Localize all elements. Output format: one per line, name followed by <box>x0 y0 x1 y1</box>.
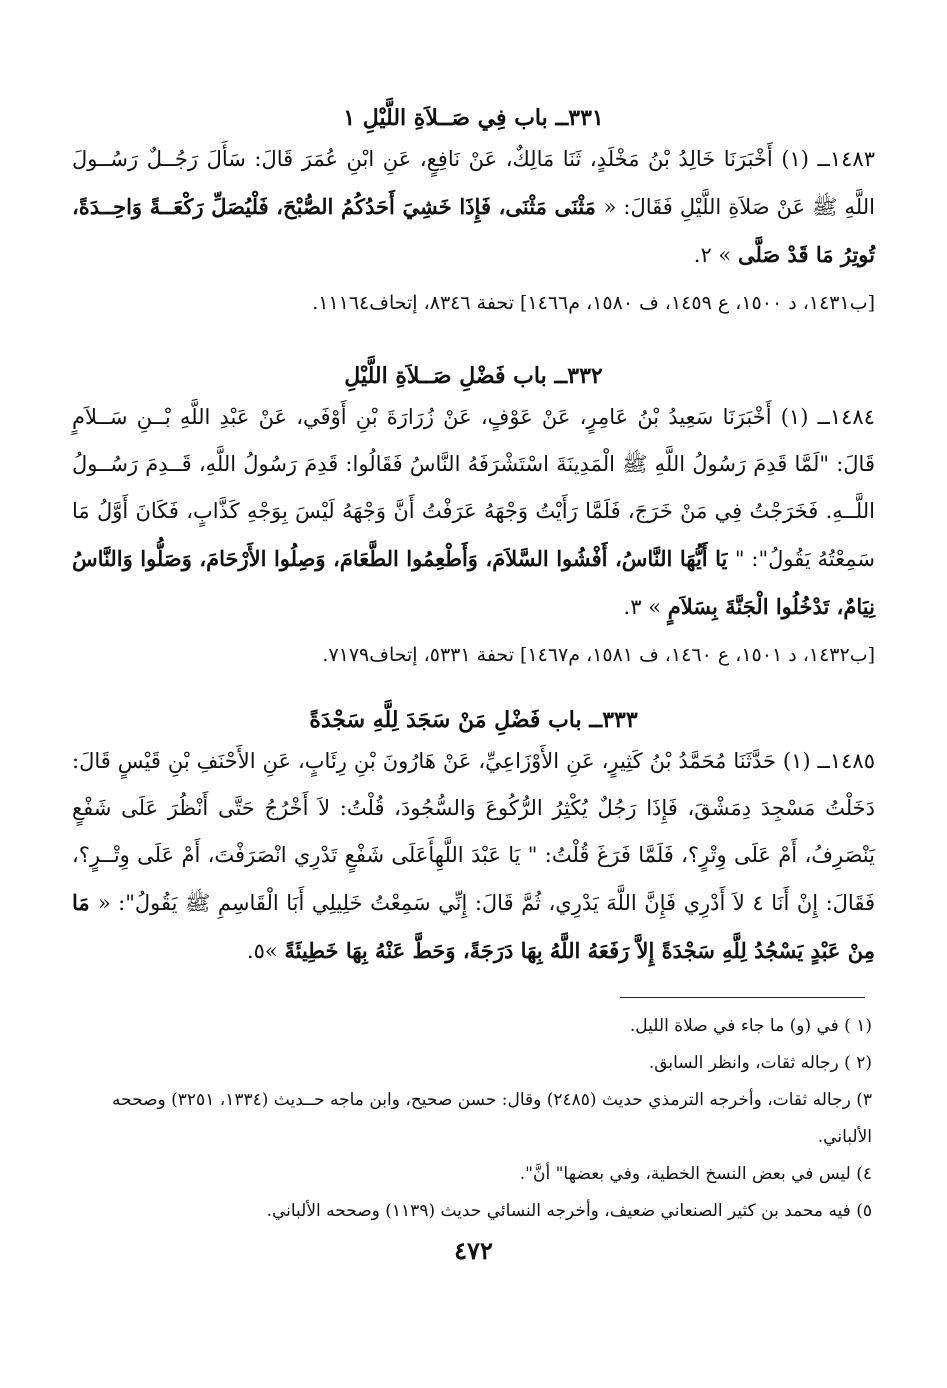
hadith-text: ١٤٨٤ــ (١) أَخْبَرَنَا سَعِيدُ بْنُ عَامِرٍ، عَنْ عَوْفٍ، عَنْ زُرَارَةَ بْنِ أَوْفَي، عَنْ عَبْدِ اللَّهِ بْــنِ سَــلاَمٍ قَالَ: "لَمَّا قَدِمَ رَسُولُ اللَّهِ ﷺ الْمَدِينَةَ اسْتَشْرَفَهُ النَّاسُ فَقَالُوا: قَدِمَ رَسُولُ اللَّهِ، قَــدِمَ رَسُــولُ اللَّــهِ. فَخَرَجْتُ فِي مَنْ خَرَجَ، فَلَمَّا رَأَيْتُ وَجْهَهُ عَرَفْتُ أَنَّ وَجْهَهُ لَيْسَ بِوَجْهِ كَذَّابٍ، فَكَانَ أَوَّلُ مَا سَمِعْتُهُ يَقُولُ": " <box>72 405 876 571</box>
footnote-1: (١ ) في (و) ما جاء في صلاة الليل. <box>629 1016 872 1036</box>
hadith-1483 <box>72 136 875 279</box>
hadith-1485 <box>72 738 875 975</box>
hadith-references: [ب١٤٣٢، د ١٥٠١، ع ١٤٦٠، ف ١٥٨١، م١٤٦٧] تحفة ٥٣٣١، إتحاف٧١٧٩. <box>322 644 875 666</box>
chapter-title: ٣٣٢ــ باب فَضْلِ صَــلاَةِ اللَّيْلِ <box>344 363 603 389</box>
footnotes <box>72 1008 872 1230</box>
hadith-prophetic-saying: يَا أَيُّهَا النَّاسُ، أَفْشُوا السَّلاَمَ، وَأَطْعِمُوا الطَّعَامَ، وَصِلُوا الأَرْحَامَ، وَصَلُّوا وَالنَّاسُ نِيَامٌ، تَدْخُلُوا الْجَنَّةَ بِسَلاَمٍ <box>72 546 875 619</box>
chapter-333 <box>72 702 875 975</box>
chapter-title: ٣٣١ــ باب فِي صَــلاَةِ اللَّيْلِ ١ <box>343 105 604 131</box>
footnote-2: (٢ ) رجاله ثقات، وانظر السابق. <box>648 1053 872 1073</box>
footnote-3: ٣) رجاله ثقات، وأخرجه الترمذي حديث (٢٤٨٥) وقال: حسن صحيح، وابن ماجه حــديث (١٣٣٤، ٣٢٥١) وصححه الألباني. <box>112 1090 872 1147</box>
hadith-1484 <box>72 394 875 631</box>
footnote-4: ٤) ليس في بعض النسخ الخطية، وفي بعضها" أنَّ". <box>519 1164 872 1184</box>
hadith-text: ١٤٨٥ــ (١) حَدَّثَنَا مُحَمَّدُ بْنُ كَثِيرٍ، عَنِ الأَوْزَاعِيِّ، عَنْ هَارُونَ بْنِ رِئَابٍ، عَنِ الأَحْنَفِ بْنِ قَيْسٍ قَالَ: دَخَلْتُ مَسْجِدَ دِمَشْقَ، فَإِذَا رَجُلٌ يُكْثِرُ الرُّكُوعَ وَالسُّجُودَ، قُلْتُ: لاَ أَخْرُجُ حَتَّى أَنْظُرَ عَلَى شَفْعٍ يَنْصَرِفُ، أَمْ عَلَى وِتْرٍ؟، فَلَمَّا فَرَغَ قُلْتُ: " يَا عَبْدَ اللَّهِأَعَلَى شَفْعٍ تَدْرِي انْصَرَفْتَ، أَمْ عَلَى وِتْــرٍ؟، فَقَالَ: إِنْ أَنَا ٤ لاَ أَدْرِي فَإِنَّ اللَّهَ يَدْرِي، ثُمَّ قَالَ: إِنِّي سَمِعْتُ خَلِيلِي أَبَا الْقَاسِمِ ﷺ يَقُولُ": « <box>72 749 875 915</box>
hadith-footnote-ref: »٥. <box>246 939 285 963</box>
hadith-references: [ب١٤٣١، د ١٥٠٠، ع ١٤٥٩، ف ١٥٨٠، م١٤٦٦] تحفة ٨٣٤٦، إتحاف١١١٦٤. <box>312 292 875 314</box>
page-number: ٤٧٢ <box>454 1236 493 1265</box>
footnote-separator <box>620 997 865 998</box>
footnote-5: ٥) فيه محمد بن كثير الصنعاني ضعيف، وأخرجه النسائي حديث (١١٣٩) وصححه الألباني. <box>266 1201 872 1221</box>
hadith-footnote-ref: » ٢. <box>693 243 738 267</box>
chapter-331 <box>72 100 875 323</box>
chapter-332 <box>72 358 875 675</box>
chapter-title: ٣٣٣ــ باب فَضْلِ مَنْ سَجَدَ لِلَّهِ سَجْدَةً <box>309 707 638 733</box>
hadith-footnote-ref: » ٣. <box>623 595 668 619</box>
hadith-prophetic-saying: مَا مِنْ عَبْدٍ يَسْجُدُ لِلَّهِ سَجْدَةً إِلاَّ رَفَعَهُ اللَّهُ بِهَا دَرَجَةً، وَحَطَّ عَنْهُ بِهَا خَطِيئَةً <box>72 890 875 963</box>
hadith-text: ١٤٨٣ــ (١) أَخْبَرَنَا خَالِدُ بْنُ مَخْلَدٍ، ثَنَا مَالِكٌ، عَنْ نَافِعٍ، عَنِ ابْنِ عُمَرَ قَالَ: سَأَلَ رَجُــلٌ رَسُــولَ اللَّهِ ﷺ عَنْ صَلاَةِ اللَّيْلِ فَقَالَ: « <box>72 147 875 219</box>
hadith-prophetic-saying: مَثْنَى مَثْنَى، فَإِذَا خَشِيَ أَحَدُكُمُ الصُّبْحَ، فَلْيُصَلِّ رَكْعَــةً وَاحِــدَةً، تُوتِرُ مَا قَدْ صَلَّى <box>72 194 875 267</box>
